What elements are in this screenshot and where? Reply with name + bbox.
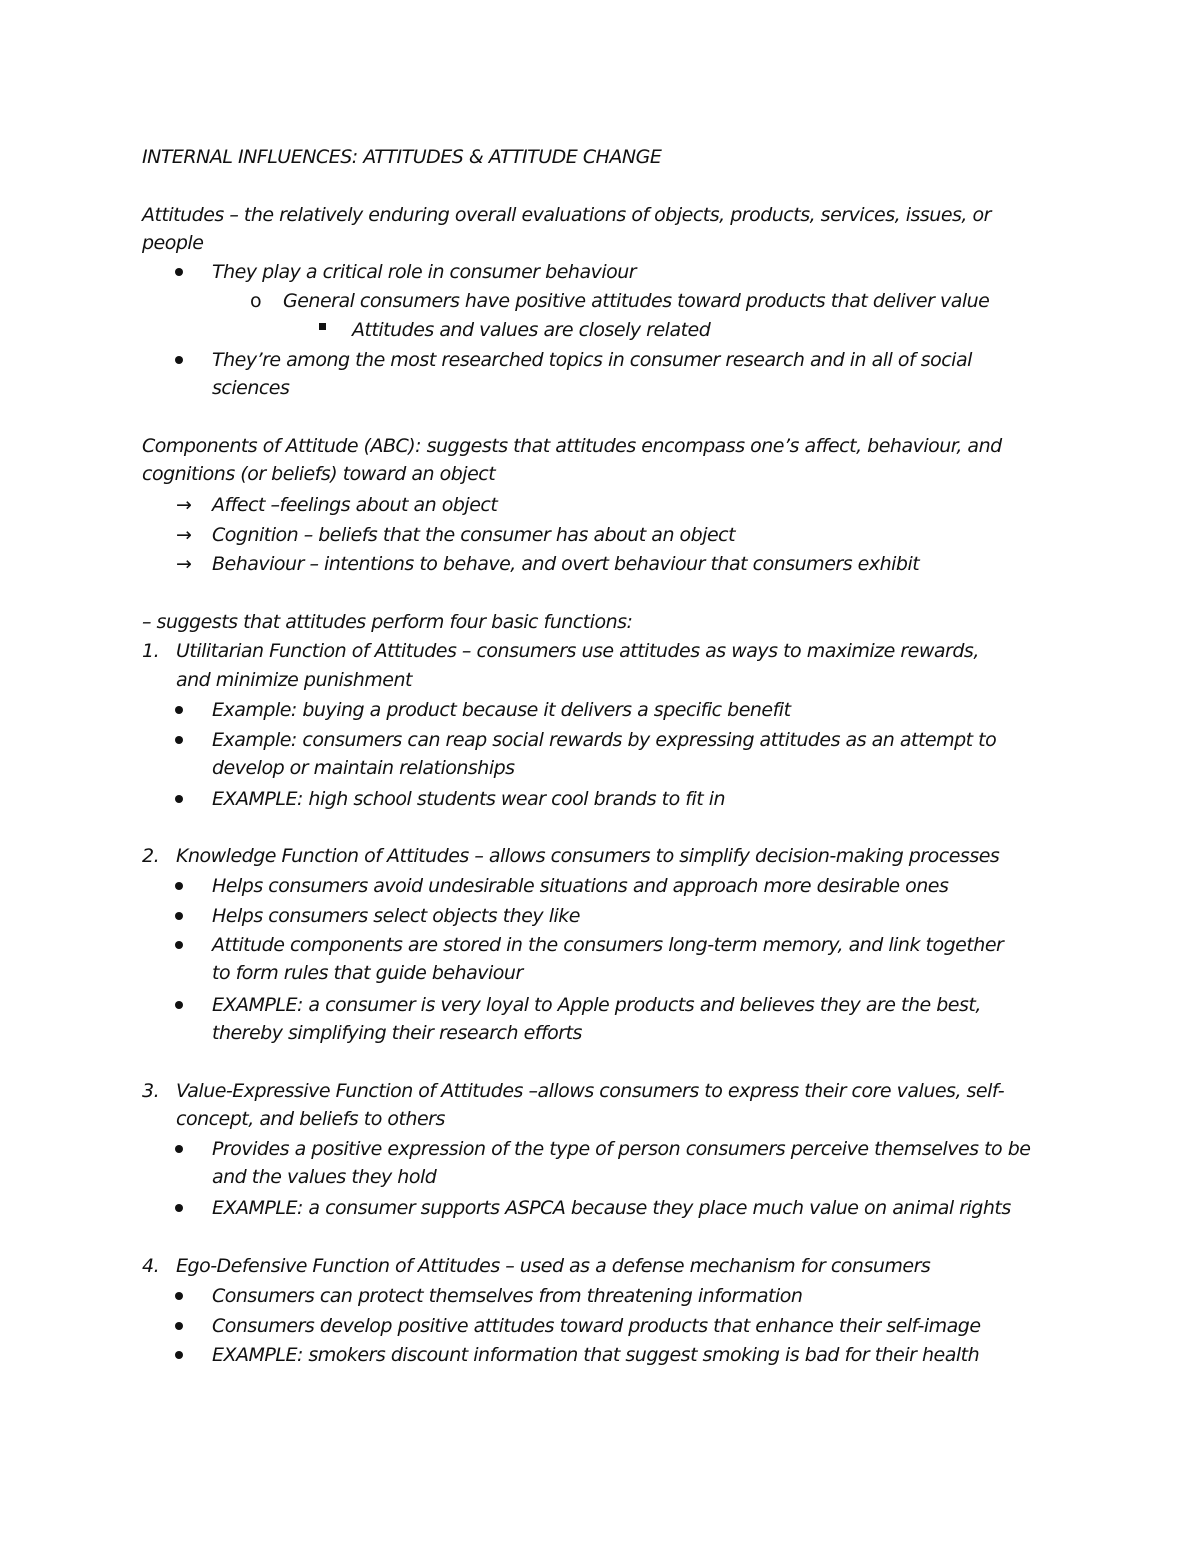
function-heading: Utilitarian Function of Attitudes – consumers use attitudes as ways to maximize rewards,	[176, 640, 979, 662]
list-item: EXAMPLE: smokers discount information that suggest smoking is bad for their health	[212, 1344, 980, 1366]
list-item: Provides a positive expression of the type of person consumers perceive themselves to be	[212, 1138, 1031, 1160]
list-item: General consumers have positive attitudes toward products that deliver value	[283, 290, 990, 312]
bullet-icon	[175, 356, 183, 364]
bullet-icon	[175, 941, 183, 949]
list-item: Helps consumers select objects they like	[212, 905, 580, 927]
abc-cognition: Cognition – beliefs that the consumer has about an object	[212, 524, 736, 546]
bullet-icon	[175, 1145, 183, 1153]
list-number: 2.	[142, 845, 160, 867]
document-title: INTERNAL INFLUENCES: ATTITUDES & ATTITUDE CHANGE	[142, 146, 662, 168]
function-heading: Knowledge Function of Attitudes – allows consumers to simplify decision-making processes	[176, 845, 1000, 867]
bullet-icon	[175, 706, 183, 714]
list-item-cont: to form rules that guide behaviour	[212, 962, 523, 984]
list-number: 1.	[142, 640, 160, 662]
bullet-icon	[175, 882, 183, 890]
bullet-icon	[175, 268, 183, 276]
attitudes-definition-cont: people	[142, 232, 204, 254]
list-item: Consumers develop positive attitudes toward products that enhance their self-image	[212, 1315, 981, 1337]
bullet-icon	[175, 1001, 183, 1009]
list-item: Example: buying a product because it delivers a specific benefit	[212, 699, 791, 721]
square-bullet-icon	[319, 323, 326, 330]
bullet-icon	[175, 1351, 183, 1359]
bullet-icon	[175, 912, 183, 920]
list-number: 3.	[142, 1080, 160, 1102]
list-number: 4.	[142, 1255, 160, 1277]
list-item: EXAMPLE: a consumer is very loyal to Apple products and believes they are the best,	[212, 994, 981, 1016]
list-item: Attitude components are stored in the consumers long-term memory, and link together	[212, 934, 1004, 956]
abc-behaviour: Behaviour – intentions to behave, and overt behaviour that consumers exhibit	[212, 553, 920, 575]
arrow-right-icon: →	[176, 524, 192, 546]
abc-affect: Affect –feelings about an object	[212, 494, 498, 516]
function-heading-cont: and minimize punishment	[176, 669, 412, 691]
functions-intro: – suggests that attitudes perform four basic functions:	[142, 611, 633, 633]
function-heading: Ego-Defensive Function of Attitudes – used as a defense mechanism for consumers	[176, 1255, 931, 1277]
arrow-right-icon: →	[176, 553, 192, 575]
hollow-bullet-icon: o	[250, 290, 262, 312]
bullet-icon	[175, 1204, 183, 1212]
bullet-icon	[175, 1292, 183, 1300]
function-heading: Value-Expressive Function of Attitudes –allows consumers to express their core values, self-	[176, 1080, 1005, 1102]
list-item-cont: and the values they hold	[212, 1166, 437, 1188]
abc-heading-cont: cognitions (or beliefs) toward an object	[142, 463, 496, 485]
list-item: They play a critical role in consumer behaviour	[212, 261, 637, 283]
list-item-cont: develop or maintain relationships	[212, 757, 515, 779]
bullet-icon	[175, 795, 183, 803]
bullet-icon	[175, 1322, 183, 1330]
list-item: Example: consumers can reap social rewards by expressing attitudes as an attempt to	[212, 729, 997, 751]
list-item: EXAMPLE: a consumer supports ASPCA because they place much value on animal rights	[212, 1197, 1011, 1219]
arrow-right-icon: →	[176, 494, 192, 516]
bullet-icon	[175, 736, 183, 744]
list-item: They’re among the most researched topics in consumer research and in all of social	[212, 349, 972, 371]
list-item-cont: sciences	[212, 377, 290, 399]
abc-heading: Components of Attitude (ABC): suggests that attitudes encompass one’s affect, behaviour, and	[142, 435, 1002, 457]
list-item: Attitudes and values are closely related	[352, 319, 711, 341]
function-heading-cont: concept, and beliefs to others	[176, 1108, 445, 1130]
list-item: EXAMPLE: high school students wear cool brands to fit in	[212, 788, 726, 810]
list-item: Consumers can protect themselves from threatening information	[212, 1285, 803, 1307]
list-item: Helps consumers avoid undesirable situations and approach more desirable ones	[212, 875, 949, 897]
list-item-cont: thereby simplifying their research efforts	[212, 1022, 582, 1044]
attitudes-definition: Attitudes – the relatively enduring overall evaluations of objects, products, services, issues, or	[142, 204, 991, 226]
